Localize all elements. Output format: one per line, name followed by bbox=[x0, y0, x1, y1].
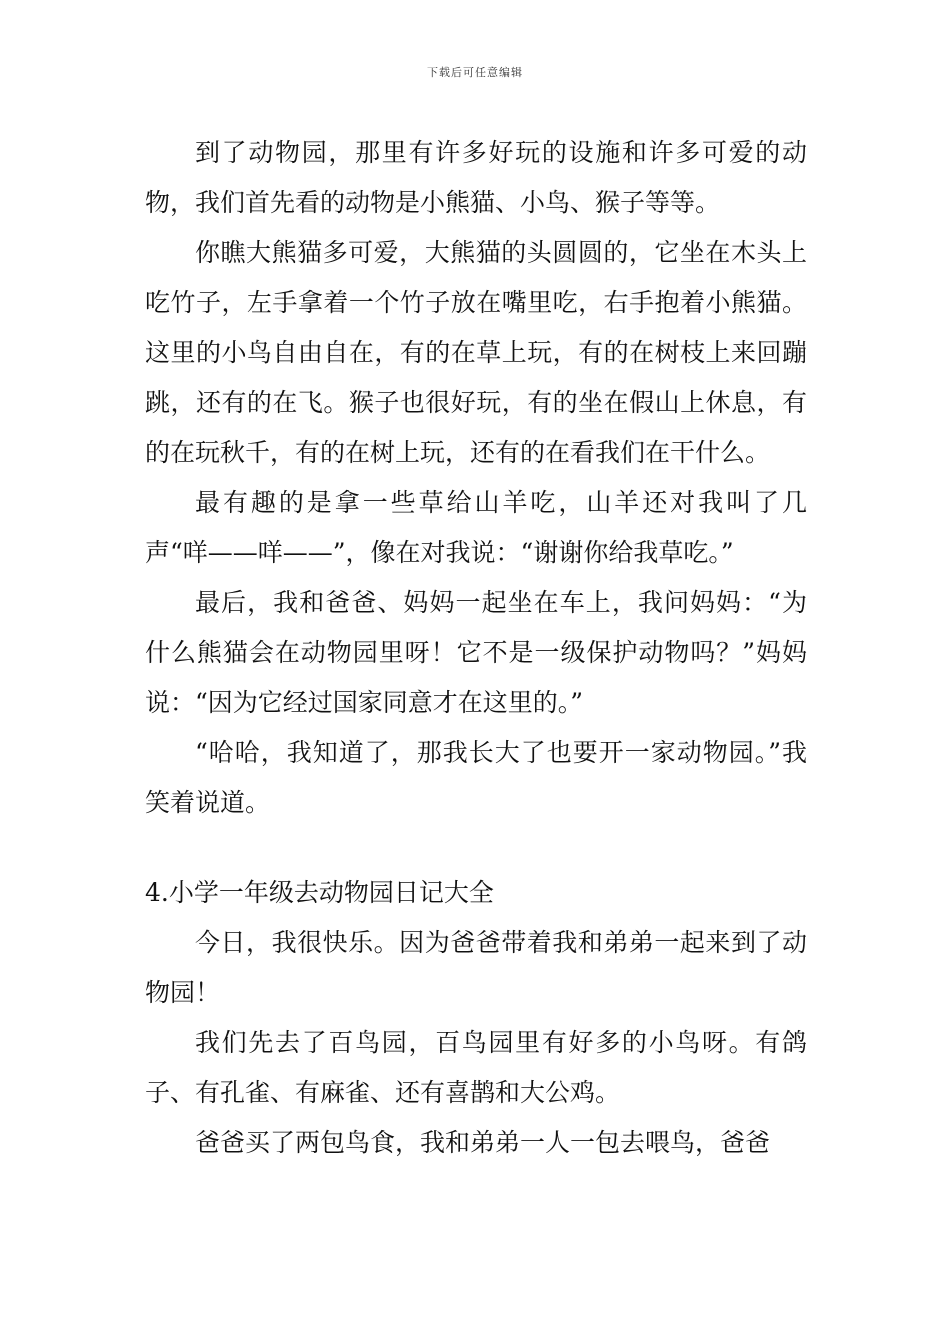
paragraph: 爸爸买了两包鸟食，我和弟弟一人一包去喂鸟，爸爸 bbox=[195, 1128, 771, 1157]
paragraph: 你瞧大熊猫多可爱，大熊猫的头圆圆的，它坐在木头上吃竹子，左手拿着一个竹子放在嘴里吃，右手抱着小熊猫。这里的小鸟自由自在，有的在草上玩，有的在树枝上来回蹦跳，还有的在飞。猴子也很好玩，有的坐在假山上休息，有的在玩秋千，有的在树上玩，还有的在看我们在干什么。 bbox=[145, 238, 807, 467]
page-header-note: 下载后可任意编辑 bbox=[427, 66, 523, 79]
section-spacer bbox=[145, 828, 807, 868]
paragraph: 最后，我和爸爸、妈妈一起坐在车上，我问妈妈：“为什么熊猫会在动物园里呀！它不是一级保护动物吗？”妈妈说：“因为它经过国家同意才在这里的。” bbox=[145, 588, 807, 717]
section-title: 4.小学一年级去动物园日记大全 bbox=[145, 878, 494, 907]
paragraph: 今日，我很快乐。因为爸爸带着我和弟弟一起来到了动物园！ bbox=[145, 928, 807, 1007]
document-body bbox=[145, 128, 807, 1168]
paragraph: “哈哈，我知道了，那我长大了也要开一家动物园。”我笑着说道。 bbox=[145, 738, 807, 817]
paragraph: 我们先去了百鸟园，百鸟园里有好多的小鸟呀。有鸽子、有孔雀、有麻雀、还有喜鹊和大公鸡。 bbox=[145, 1028, 807, 1107]
paragraph: 最有趣的是拿一些草给山羊吃，山羊还对我叫了几声“咩——咩——”，像在对我说：“谢谢你给我草吃。” bbox=[145, 488, 807, 567]
paragraph: 到了动物园，那里有许多好玩的设施和许多可爱的动物，我们首先看的动物是小熊猫、小鸟、猴子等等。 bbox=[145, 138, 807, 217]
